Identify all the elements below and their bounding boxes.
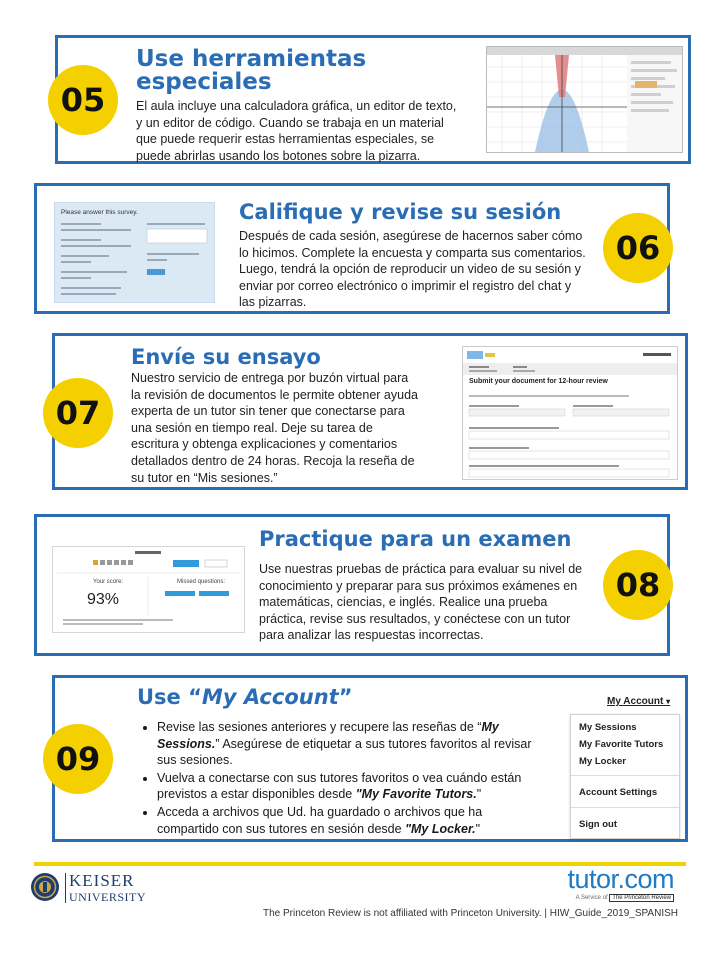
document-submit-screenshot (462, 346, 678, 480)
list-item: • Vuelva a conectarse con sus tutores favoritos o vea cuándo están previstos a estar disponibles desde "My Favorite Tutors." (157, 770, 542, 803)
tutor-com-brand: tutor.com (567, 864, 674, 894)
section-05-body: El aula incluye una calculadora gráfica, un editor de texto, y un editor de código. Cuando se trabaja en un material que puede requerir estas herramientas especiales, se puede abrirlas usando los botones sobre la pizarra. (136, 99, 457, 163)
menu-item-my-locker[interactable]: My Locker (579, 756, 626, 767)
footer-disclaimer: The Princeton Review is not affiliated with Princeton University. | HIW_Guide_2019_SPANISH (262, 908, 678, 919)
section-07-title: Envíe su ensayo (131, 345, 321, 369)
section-09-bullet-list (137, 719, 542, 838)
section-08-body: Use nuestras pruebas de práctica para evaluar su nivel de conocimiento y preparar para sus próximos exámenes en matemáticas, ciencias, e inglés. Realice una prueba práctica, revise sus resultados, y conéctese con un tutor para analizar las respuestas incorrectas. (259, 562, 583, 643)
section-08-badge: 08 (603, 550, 673, 620)
menu-item-sign-out[interactable]: Sign out (579, 819, 617, 830)
practice-test-score: 93% (87, 591, 120, 608)
document-submit-heading: Submit your document for 12-hour review (469, 378, 608, 385)
tutor-com-logo (520, 862, 680, 910)
survey-form-image (55, 203, 214, 302)
practice-test-results-image (53, 547, 244, 632)
keiser-logo (30, 870, 165, 906)
practice-test-score-label: Your score: (93, 579, 124, 585)
my-account-menu-header[interactable]: My Account ▾ (607, 696, 671, 707)
section-09-badge: 09 (43, 724, 113, 794)
practice-test-screenshot (52, 546, 245, 633)
section-07-badge: 07 (43, 378, 113, 448)
section-07-body: Nuestro servicio de entrega por buzón virtual para la revisión de documentos le permite obtener ayuda experta de un tutor sin tener que conectarse para una sesión en tiempo real. Deje su tarea de escritura y obtenga explicaciones y comentarios detallados dentro de 24 horas. Recoja la reseña de su tutor en “Mis sesiones.” (131, 371, 418, 485)
survey-heading: Please answer this survey. (61, 209, 138, 216)
graphing-calculator-screenshot (486, 46, 683, 153)
calculator-graph-image (487, 47, 682, 152)
keiser-logo-divider (65, 873, 66, 903)
menu-item-account-settings[interactable]: Account Settings (579, 787, 658, 798)
section-05-title: Use herramientas especiales (136, 46, 367, 95)
menu-divider (571, 807, 679, 808)
survey-screenshot (54, 202, 215, 303)
section-08 (34, 514, 670, 656)
keiser-logo-line1: KEISER (69, 871, 135, 890)
keiser-logo-line2: UNIVERSITY (69, 890, 146, 904)
section-06 (34, 183, 670, 314)
keiser-seal-icon (30, 872, 60, 902)
practice-test-missed-label: Missed questions: (177, 579, 226, 585)
menu-item-my-favorite-tutors[interactable]: My Favorite Tutors (579, 739, 664, 750)
section-05-badge: 05 (48, 65, 118, 135)
section-09-title: Use “My Account” (137, 685, 353, 709)
section-06-badge: 06 (603, 213, 673, 283)
section-05 (55, 35, 691, 164)
section-06-title: Califique y revise su sesión (239, 200, 562, 224)
my-account-dropdown (570, 714, 680, 839)
caret-down-icon: ▾ (666, 697, 671, 706)
menu-item-my-sessions[interactable]: My Sessions (579, 722, 637, 733)
menu-divider (571, 775, 679, 776)
section-07 (52, 333, 688, 490)
section-06-body: Después de cada sesión, asegúrese de hacernos saber cómo lo hicimos. Complete la encuesta y comparta sus comentarios. Luego, tendrá la opción de reproducir un video de su sesión y enviar por correo electrónico o imprimir el registro del chat y las pizarras. (239, 229, 586, 310)
list-item: • Acceda a archivos que Ud. ha guardado o archivos que ha compartido con sus tutores en sesión desde "My Locker." (157, 804, 542, 837)
section-09 (52, 675, 688, 842)
document-submit-form-image (463, 347, 677, 479)
tutor-com-sub: A Service of The Princeton Review (576, 895, 674, 901)
list-item: • Revise las sesiones anteriores y recupere las reseñas de “My Sessions.” Asegúrese de etiquetar a sus tutores favoritos al revisar sus sesiones. (157, 719, 542, 769)
section-08-title: Practique para un examen (259, 527, 572, 551)
